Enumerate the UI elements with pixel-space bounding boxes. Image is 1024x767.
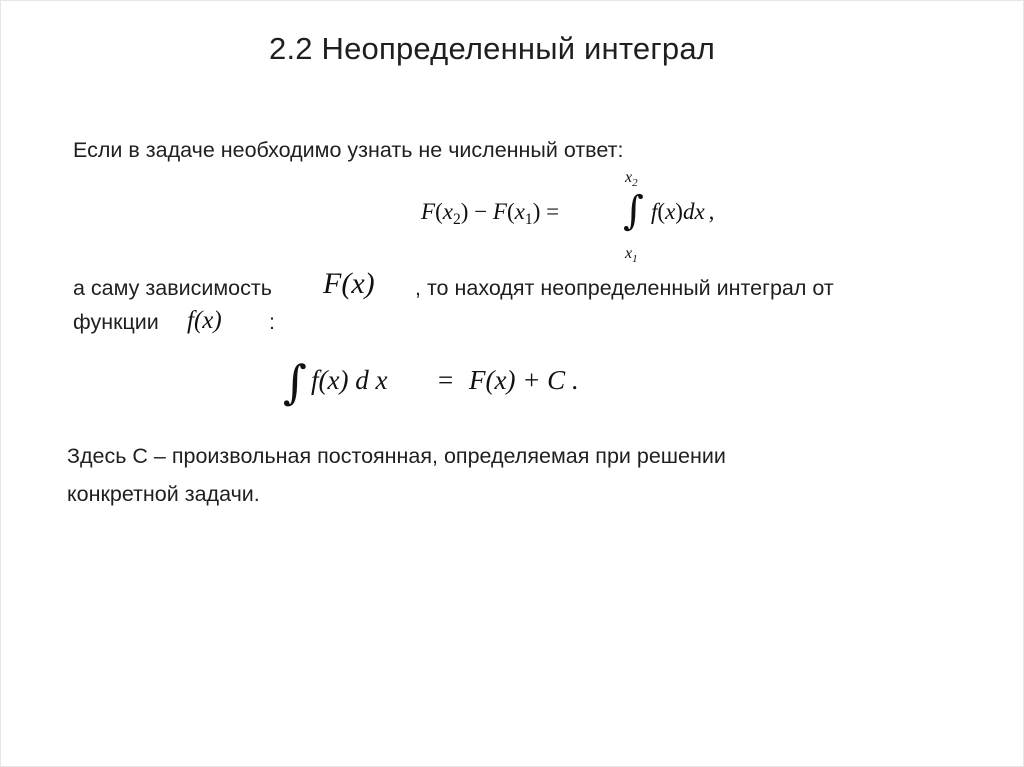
paragraph-constant-line2: конкретной задачи. — [67, 482, 260, 506]
lower-limit: $x_1$ — [625, 245, 638, 265]
integral-sign-2: ∫ — [283, 355, 307, 409]
paragraph-dependency-part3: функции — [73, 310, 159, 334]
inline-Fx: F(x) — [323, 267, 375, 300]
formula-lhs: $F(x_2) - F(x_1)$ = — [421, 199, 560, 228]
paragraph-intro: Если в задаче необходимо узнать не численный ответ: — [73, 138, 624, 162]
inline-fx: f(x) — [187, 307, 222, 334]
paragraph-constant-line1: Здесь С – произвольная постоянная, определяемая при решении — [67, 444, 726, 468]
formula-integrand: f(x)dx , — [651, 199, 715, 224]
colon: : — [269, 310, 275, 334]
formula2-rhs: F(x) + C . — [469, 365, 579, 395]
paragraph-dependency-part2: , то находят неопределенный интеграл от — [415, 276, 834, 300]
paragraph-dependency-part1: а саму зависимость — [73, 276, 272, 300]
integral-sign: ∫ — [623, 188, 644, 234]
upper-limit: $x_2$ — [625, 169, 638, 189]
slide-title: 2.2 Неопределенный интеграл — [269, 31, 716, 66]
formula2-equals: = — [438, 365, 454, 395]
formula2-lhs: f(x) d x — [311, 365, 388, 395]
